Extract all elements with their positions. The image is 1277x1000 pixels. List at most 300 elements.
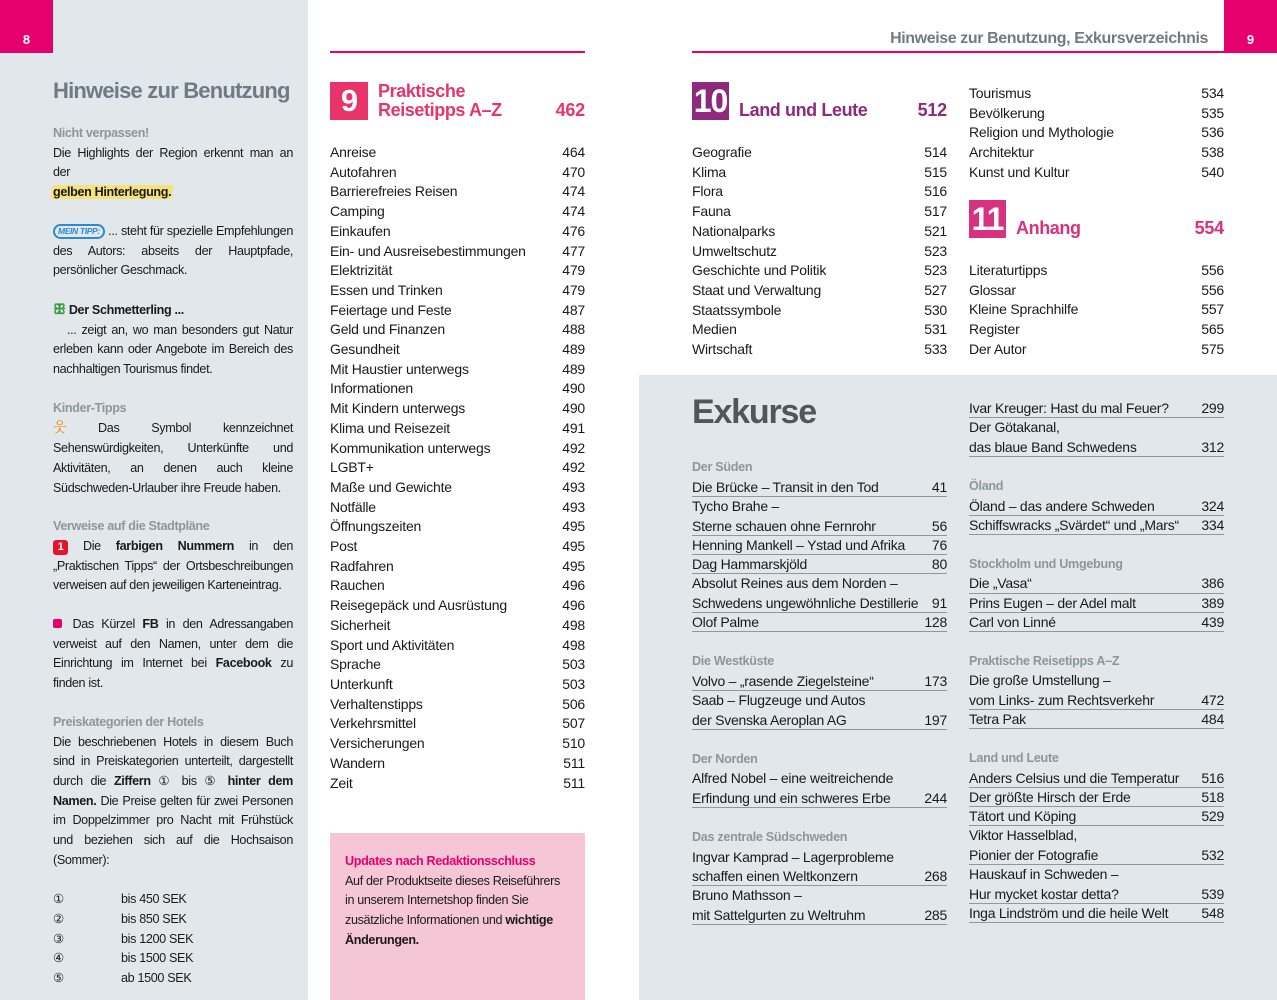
toc-entry-page: 489 — [562, 341, 585, 358]
exkurs-group — [969, 652, 1224, 730]
toc-entry[interactable] — [330, 399, 585, 419]
toc-entry-title: Essen und Trinken — [330, 281, 443, 298]
exkurs-page: 91 — [931, 594, 947, 611]
toc-entry-page: 556 — [1201, 262, 1224, 278]
toc-entry-page: 492 — [562, 459, 585, 476]
header-rule-left — [330, 51, 585, 53]
chapter-9-page: 462 — [555, 100, 585, 120]
exkurs-group-heading: Praktische Reisetipps A–Z — [969, 653, 1120, 668]
exkurs-title: Die Brücke – Transit in den Tod — [692, 478, 879, 495]
toc-entry-title: Gesundheit — [330, 341, 400, 358]
exkurs-entry[interactable] — [969, 497, 1224, 516]
exkurs-line — [969, 594, 1224, 613]
toc-entry-title: Verkehrsmittel — [330, 715, 416, 732]
exkurs-line — [692, 478, 947, 497]
toc-entry[interactable] — [330, 261, 585, 281]
updates-box — [330, 833, 585, 1000]
preis-text-mid: ① bis ⑤ — [158, 773, 220, 788]
toc-entry[interactable] — [969, 84, 1224, 104]
exkurs-entry[interactable] — [969, 671, 1224, 710]
facebook-marker-icon — [53, 619, 62, 628]
exkurs-page: 529 — [1201, 808, 1224, 825]
toc-entry[interactable] — [330, 340, 585, 360]
toc-entry-title: LGBT+ — [330, 459, 374, 476]
facebook-text-after: zu finden ist. — [53, 656, 293, 691]
exkurs-group — [969, 749, 1224, 923]
updates-title: Updates nach Redaktionsschluss — [345, 854, 536, 868]
toc-entry-title: Feiertage und Feste — [330, 301, 452, 318]
exkurs-title: schaffen einen Weltkonzern — [692, 868, 858, 885]
toc-entry[interactable] — [330, 360, 585, 380]
exkurs-group-heading: Öland — [969, 478, 1004, 493]
toc-entry[interactable] — [692, 340, 947, 360]
toc-entry-title: Umweltschutz — [692, 242, 777, 259]
preis-text-before: Die beschriebenen Hotels in diesem Buch sind in Preiskategorien unterteilt, dargestellt durch die — [53, 734, 293, 788]
stadtplaene-text — [53, 537, 293, 596]
exkurs-line — [969, 846, 1224, 865]
exkurs-title: Öland – das andere Schweden — [969, 497, 1155, 514]
kinder-tipps-text — [53, 418, 293, 498]
toc-entry-page: 503 — [562, 675, 585, 692]
exkurs-line — [969, 399, 1224, 418]
facebook-text — [53, 615, 293, 694]
exkurs-line — [692, 497, 947, 517]
chapter-10-toc-col1 — [692, 143, 947, 360]
toc-entry[interactable] — [969, 320, 1224, 340]
stadtplaene-block — [53, 517, 293, 596]
child-icon: 웃 — [53, 419, 67, 436]
exkurs-entry[interactable] — [969, 516, 1224, 535]
butterfly-icon: ꕥ — [53, 300, 66, 317]
toc-entry[interactable] — [969, 340, 1224, 360]
toc-entry-title: Der Autor — [969, 340, 1027, 357]
toc-entry[interactable] — [330, 320, 585, 340]
exkurs-entry[interactable] — [969, 613, 1224, 632]
toc-entry-title: Geld und Finanzen — [330, 321, 445, 338]
exkurs-title: Der Götakanal, — [969, 419, 1060, 436]
chapter-9-head — [330, 82, 585, 120]
preis-bold2: hinter dem Namen. — [53, 773, 293, 808]
exkurse-right-column — [969, 399, 1224, 943]
exkurs-line — [692, 848, 947, 868]
updates-body: Auf der Produktseite dieses Reiseführers in unserem Internetshop finden Sie zusätzliche Informationen und — [345, 873, 560, 928]
toc-entry-page: 521 — [924, 222, 947, 239]
exkurs-group-heading: Land und Leute — [969, 751, 1059, 766]
usage-notes — [53, 76, 293, 1000]
price-value: bis 1500 SEK — [121, 951, 194, 966]
exkurs-page: 472 — [1201, 692, 1224, 708]
toc-entry-title: Camping — [330, 203, 385, 220]
stadtplaene-text-before: Die — [82, 538, 101, 553]
stadtplaene-bold: farbigen Nummern — [115, 538, 234, 553]
exkurs-entry[interactable] — [692, 574, 947, 613]
exkurs-entry[interactable] — [692, 848, 947, 887]
toc-entry-page: 479 — [562, 281, 585, 298]
toc-entry-title: Literaturtipps — [969, 262, 1048, 278]
toc-entry[interactable] — [692, 222, 947, 242]
exkurs-entry[interactable] — [692, 536, 947, 555]
toc-entry-title: Flora — [692, 183, 723, 200]
exkurs-title: Ivar Kreuger: Hast du mal Feuer? — [969, 400, 1169, 416]
exkurs-line — [969, 418, 1224, 438]
toc-entry-title: Zeit — [330, 774, 353, 791]
toc-entry[interactable] — [330, 419, 585, 439]
toc-entry[interactable] — [692, 163, 947, 183]
toc-entry-title: Notfälle — [330, 498, 376, 515]
chapter-11-page: 554 — [1194, 218, 1224, 238]
exkurs-title: Dag Hammarskjöld — [692, 556, 808, 573]
toc-entry[interactable] — [330, 182, 585, 202]
exkurs-line — [692, 906, 947, 925]
exkurs-entry[interactable] — [692, 555, 947, 574]
toc-entry-page: 503 — [562, 656, 585, 673]
toc-entry[interactable] — [692, 320, 947, 340]
exkurs-group — [969, 555, 1224, 632]
toc-entry-page: 493 — [562, 498, 585, 515]
toc-entry[interactable] — [330, 537, 585, 557]
toc-entry-page: 490 — [562, 380, 585, 397]
toc-entry-page: 464 — [562, 144, 585, 160]
chapter-10-title: Land und Leute — [739, 100, 868, 120]
exkurs-line — [969, 788, 1224, 807]
toc-entry-title: Nationalparks — [692, 222, 775, 239]
toc-entry-page: 523 — [924, 262, 947, 279]
exkurs-line — [692, 886, 947, 906]
toc-entry[interactable] — [330, 163, 585, 183]
exkurs-page: 324 — [1201, 497, 1224, 514]
kinder-tipps-heading: Kinder-Tipps — [53, 400, 127, 415]
price-row — [53, 930, 293, 950]
exkurs-title: Schiffswracks „Svärdet“ und „Mars“ — [969, 516, 1179, 533]
toc-entry[interactable] — [330, 478, 585, 498]
toc-entry[interactable] — [330, 675, 585, 695]
toc-entry-page: 492 — [562, 439, 585, 456]
exkurs-page: 285 — [924, 907, 947, 924]
toc-entry[interactable] — [330, 774, 585, 794]
toc-entry-page: 575 — [1201, 340, 1224, 357]
facebook-bold: Facebook — [215, 656, 272, 671]
nicht-verpassen-text — [53, 144, 293, 203]
chapter-11-number: 11 — [969, 200, 1006, 238]
exkurs-line — [692, 613, 947, 632]
toc-entry-title: Sicherheit — [330, 616, 391, 633]
header-rule-right — [692, 51, 1224, 53]
exkurs-title: Hauskauf in Schweden – — [969, 866, 1119, 883]
exkurs-group — [969, 477, 1224, 535]
toc-entry-page: 556 — [1201, 281, 1224, 298]
exkurs-page: 128 — [924, 614, 947, 631]
exkurs-entry[interactable] — [969, 788, 1224, 807]
exkurs-page: 41 — [931, 478, 947, 495]
exkurs-group-heading: Die Westküste — [692, 654, 774, 669]
exkurs-line — [969, 497, 1224, 516]
exkurs-group — [692, 458, 947, 632]
toc-entry-page: 495 — [562, 557, 585, 574]
toc-entry-title: Autofahren — [330, 163, 397, 180]
page-number-right-text: 9 — [1246, 32, 1255, 47]
toc-entry[interactable] — [330, 143, 585, 163]
toc-entry-title: Versicherungen — [330, 735, 425, 752]
exkurs-group — [969, 399, 1224, 457]
toc-entry-title: Staatssymbole — [692, 301, 782, 318]
toc-entry[interactable] — [692, 281, 947, 301]
exkurs-group — [692, 750, 947, 809]
exkurs-title: Prins Eugen – der Adel malt — [969, 594, 1136, 611]
toc-entry-title: Wirtschaft — [692, 341, 753, 358]
exkurs-line — [969, 516, 1224, 535]
toc-entry[interactable] — [692, 182, 947, 202]
toc-entry-page: 511 — [563, 754, 585, 771]
chapter-10-number: 10 — [693, 83, 728, 119]
toc-entry-page: 477 — [562, 242, 585, 259]
toc-entry-page: 540 — [1201, 163, 1224, 180]
exkurs-entry[interactable] — [692, 497, 947, 536]
exkurs-title: Carl von Linné — [969, 613, 1056, 630]
toc-entry[interactable] — [330, 655, 585, 675]
toc-entry[interactable] — [330, 222, 585, 242]
exkurs-entry[interactable] — [969, 807, 1224, 826]
toc-entry[interactable] — [330, 734, 585, 754]
toc-entry[interactable] — [330, 714, 585, 734]
exkurs-group-heading: Der Norden — [692, 751, 758, 766]
preis-bold1: Ziffern — [113, 773, 151, 788]
exkurs-page: 173 — [924, 672, 947, 689]
exkurs-page: 386 — [1201, 575, 1224, 592]
mein-tipp-text — [53, 222, 293, 281]
exkurs-title: Der größte Hirsch der Erde — [969, 789, 1131, 805]
chapter-11-title: Anhang — [1016, 218, 1081, 238]
toc-entry[interactable] — [330, 242, 585, 262]
exkurs-title: Inga Lindström und die heile Welt — [969, 905, 1169, 922]
chapter-10-page: 512 — [917, 100, 947, 120]
running-header: Hinweise zur Benutzung, Exkursverzeichnis — [890, 30, 1208, 47]
toc-entry[interactable] — [330, 517, 585, 537]
toc-entry[interactable] — [330, 439, 585, 459]
toc-entry-title: Kunst und Kultur — [969, 163, 1070, 180]
exkurs-entry[interactable] — [692, 691, 947, 730]
toc-entry-page: 527 — [924, 281, 947, 298]
toc-entry-page: 498 — [562, 616, 585, 633]
exkurs-entry[interactable] — [969, 574, 1224, 593]
toc-entry-page: 514 — [924, 144, 947, 160]
exkurs-line — [969, 865, 1224, 885]
exkurs-line — [969, 826, 1224, 846]
toc-entry[interactable] — [692, 261, 947, 281]
exkurs-entry[interactable] — [969, 904, 1224, 923]
exkurs-entry[interactable] — [692, 613, 947, 632]
toc-entry-title: Sport und Aktivitäten — [330, 636, 455, 653]
schmetterling-block — [53, 300, 293, 380]
exkurs-title: Die „Vasa“ — [969, 575, 1032, 592]
toc-entry[interactable] — [330, 498, 585, 518]
exkurs-page: 539 — [1201, 886, 1224, 903]
toc-entry-page: 490 — [562, 400, 585, 417]
toc-entry[interactable] — [330, 616, 585, 636]
toc-entry-page: 476 — [562, 222, 585, 239]
toc-entry[interactable] — [969, 261, 1224, 281]
toc-entry-title: Maße und Gewichte — [330, 478, 452, 495]
page-number-right — [1224, 0, 1277, 53]
toc-entry-title: Anreise — [330, 144, 377, 160]
exkurs-entry[interactable] — [969, 769, 1224, 788]
chapter-9-title — [368, 82, 556, 120]
toc-entry[interactable] — [330, 636, 585, 656]
toc-entry-title: Reisegepäck und Ausrüstung — [330, 597, 507, 614]
exkurs-entry[interactable] — [969, 826, 1224, 865]
toc-entry-title: Elektrizität — [330, 262, 393, 279]
toc-entry-title: Religion und Mythologie — [969, 124, 1114, 141]
exkurs-title: Tätort und Köping — [969, 808, 1077, 825]
toc-entry-title: Geschichte und Politik — [692, 262, 827, 279]
price-symbol: ⑤ — [53, 971, 64, 985]
exkurs-title: Tetra Pak — [969, 711, 1026, 728]
nicht-verpassen-block — [53, 124, 293, 203]
stadtplaene-heading: Verweise auf die Stadtpläne — [53, 519, 210, 534]
exkurs-page: 268 — [924, 868, 947, 885]
exkurs-entry[interactable] — [692, 672, 947, 691]
exkurs-line — [692, 574, 947, 594]
exkurs-line — [692, 555, 947, 574]
toc-entry-page: 511 — [563, 774, 585, 791]
exkurs-title: Bruno Mathsson – — [692, 887, 802, 904]
toc-entry-title: Unterkunft — [330, 675, 393, 692]
mein-tipp-body: ... steht für spezielle Empfehlungen des Autors: abseits der Hauptpfade, persönlicher Geschmack. — [53, 223, 293, 278]
toc-entry[interactable] — [969, 281, 1224, 301]
exkurs-page: 56 — [931, 517, 947, 534]
nicht-verpassen-heading: Nicht verpassen! — [53, 126, 149, 140]
exkurs-entry[interactable] — [969, 594, 1224, 613]
chapter-10-heading[interactable] — [692, 82, 947, 120]
exkurs-title: Schwedens ungewöhnliche Destillerie — [692, 594, 919, 611]
exkurs-entry[interactable] — [969, 865, 1224, 904]
toc-entry-title: Post — [330, 538, 358, 555]
exkurs-title: Anders Celsius und die Temperatur — [969, 769, 1180, 786]
toc-entry[interactable] — [330, 202, 585, 222]
toc-entry-title: Bevölkerung — [969, 104, 1045, 121]
exkurs-entry[interactable] — [692, 886, 947, 925]
price-symbol: ④ — [53, 951, 64, 966]
chapter-9-title-line1: Praktische — [378, 81, 466, 101]
updates-text — [345, 872, 570, 951]
toc-entry[interactable] — [330, 281, 585, 301]
exkurs-title: Erfindung und ein schweres Erbe — [692, 789, 891, 806]
toc-entry[interactable] — [330, 557, 585, 577]
toc-entry[interactable] — [692, 202, 947, 222]
kinder-tipps-body: Das Symbol kennzeichnet Sehenswürdigkeiten, Unterkünfte und Aktivitäten, an denen auch kleine Südschweden-Urlauber ihre Freude haben. — [53, 421, 293, 495]
chapter-11-heading[interactable] — [969, 200, 1224, 238]
toc-entry-title: Mit Haustier unterwegs — [330, 360, 469, 377]
exkurs-title: Pionier der Fotografie — [969, 847, 1099, 864]
toc-entry[interactable] — [969, 163, 1224, 183]
toc-entry-title: Barrierefreies Reisen — [330, 183, 458, 200]
toc-entry[interactable] — [330, 379, 585, 399]
toc-entry[interactable] — [330, 458, 585, 478]
toc-entry[interactable] — [969, 123, 1224, 143]
toc-entry[interactable] — [692, 301, 947, 321]
exkurs-line — [969, 807, 1224, 826]
exkurs-page: 312 — [1201, 438, 1224, 455]
toc-entry[interactable] — [969, 104, 1224, 124]
toc-entry[interactable] — [330, 754, 585, 774]
toc-entry-title: Klima und Reisezeit — [330, 419, 450, 436]
schmetterling-heading: Der Schmetterling ... — [68, 302, 184, 317]
exkurse-title: Exkurse — [692, 393, 816, 431]
toc-entry-page: 474 — [562, 203, 585, 220]
exkurs-group — [692, 652, 947, 730]
toc-entry-title: Glossar — [969, 281, 1016, 298]
schmetterling-heading-row — [53, 300, 293, 321]
toc-entry-page: 533 — [924, 341, 947, 358]
toc-entry-page: 488 — [562, 321, 585, 338]
exkurs-line — [692, 594, 947, 613]
exkurs-page: 334 — [1201, 516, 1224, 533]
exkurs-line — [969, 671, 1224, 691]
updates-bold: wichtige Änderungen. — [345, 913, 553, 947]
price-row — [53, 890, 293, 910]
exkurs-entry[interactable] — [969, 710, 1224, 729]
exkurs-line — [692, 711, 947, 730]
chapter-10-head — [692, 82, 947, 120]
toc-entry[interactable] — [969, 143, 1224, 163]
toc-entry[interactable] — [692, 242, 947, 262]
toc-entry-title: Register — [969, 321, 1020, 338]
exkurs-title: Die große Umstellung – — [969, 672, 1111, 689]
toc-entry-page: 536 — [1201, 124, 1224, 141]
exkurs-group — [692, 828, 947, 926]
toc-entry-page: 538 — [1201, 144, 1224, 161]
price-value: ab 1500 SEK — [121, 971, 192, 985]
toc-entry[interactable] — [969, 300, 1224, 320]
mein-tipp-block — [53, 222, 293, 281]
toc-entry[interactable] — [692, 143, 947, 163]
exkurs-title: das blaue Band Schwedens — [969, 438, 1137, 455]
toc-entry[interactable] — [330, 301, 585, 321]
toc-entry-title: Ein- und Ausreisebestimmungen — [330, 242, 526, 259]
exkurs-line — [692, 672, 947, 691]
map-number-badge-icon: 1 — [53, 540, 68, 555]
toc-entry[interactable] — [330, 596, 585, 616]
exkurs-entry[interactable] — [692, 478, 947, 497]
exkurs-title: Viktor Hasselblad, — [969, 827, 1078, 844]
toc-entry-page: 517 — [924, 203, 947, 220]
toc-entry[interactable] — [330, 576, 585, 596]
highlight-example: gelben Hinterlegung. — [49, 185, 175, 199]
price-list — [53, 890, 293, 989]
exkurs-page: 76 — [931, 536, 947, 553]
toc-entry-title: Medien — [692, 321, 737, 338]
exkurs-page: 80 — [931, 556, 947, 573]
toc-entry-page: 495 — [562, 538, 585, 555]
preiskategorien-block — [53, 713, 293, 989]
toc-entry-page: 470 — [562, 163, 585, 180]
exkurs-entry[interactable] — [969, 399, 1224, 418]
exkurs-entry[interactable] — [969, 418, 1224, 457]
page-number-left-text: 8 — [22, 32, 31, 47]
toc-entry-page: 557 — [1201, 301, 1224, 318]
exkurs-entry[interactable] — [692, 769, 947, 808]
exkurs-title: der Svenska Aeroplan AG — [692, 711, 847, 728]
facebook-block — [53, 615, 293, 694]
exkurs-page: 516 — [1201, 769, 1224, 786]
toc-entry[interactable] — [330, 695, 585, 715]
toc-entry-title: Rauchen — [330, 577, 385, 594]
exkurs-page: 484 — [1201, 711, 1224, 728]
chapter-9-heading[interactable] — [330, 82, 585, 120]
exkurs-line — [692, 867, 947, 886]
facebook-fb-bold: FB — [142, 617, 159, 632]
exkurs-line — [692, 691, 947, 711]
toc-entry-page: 474 — [562, 183, 585, 200]
